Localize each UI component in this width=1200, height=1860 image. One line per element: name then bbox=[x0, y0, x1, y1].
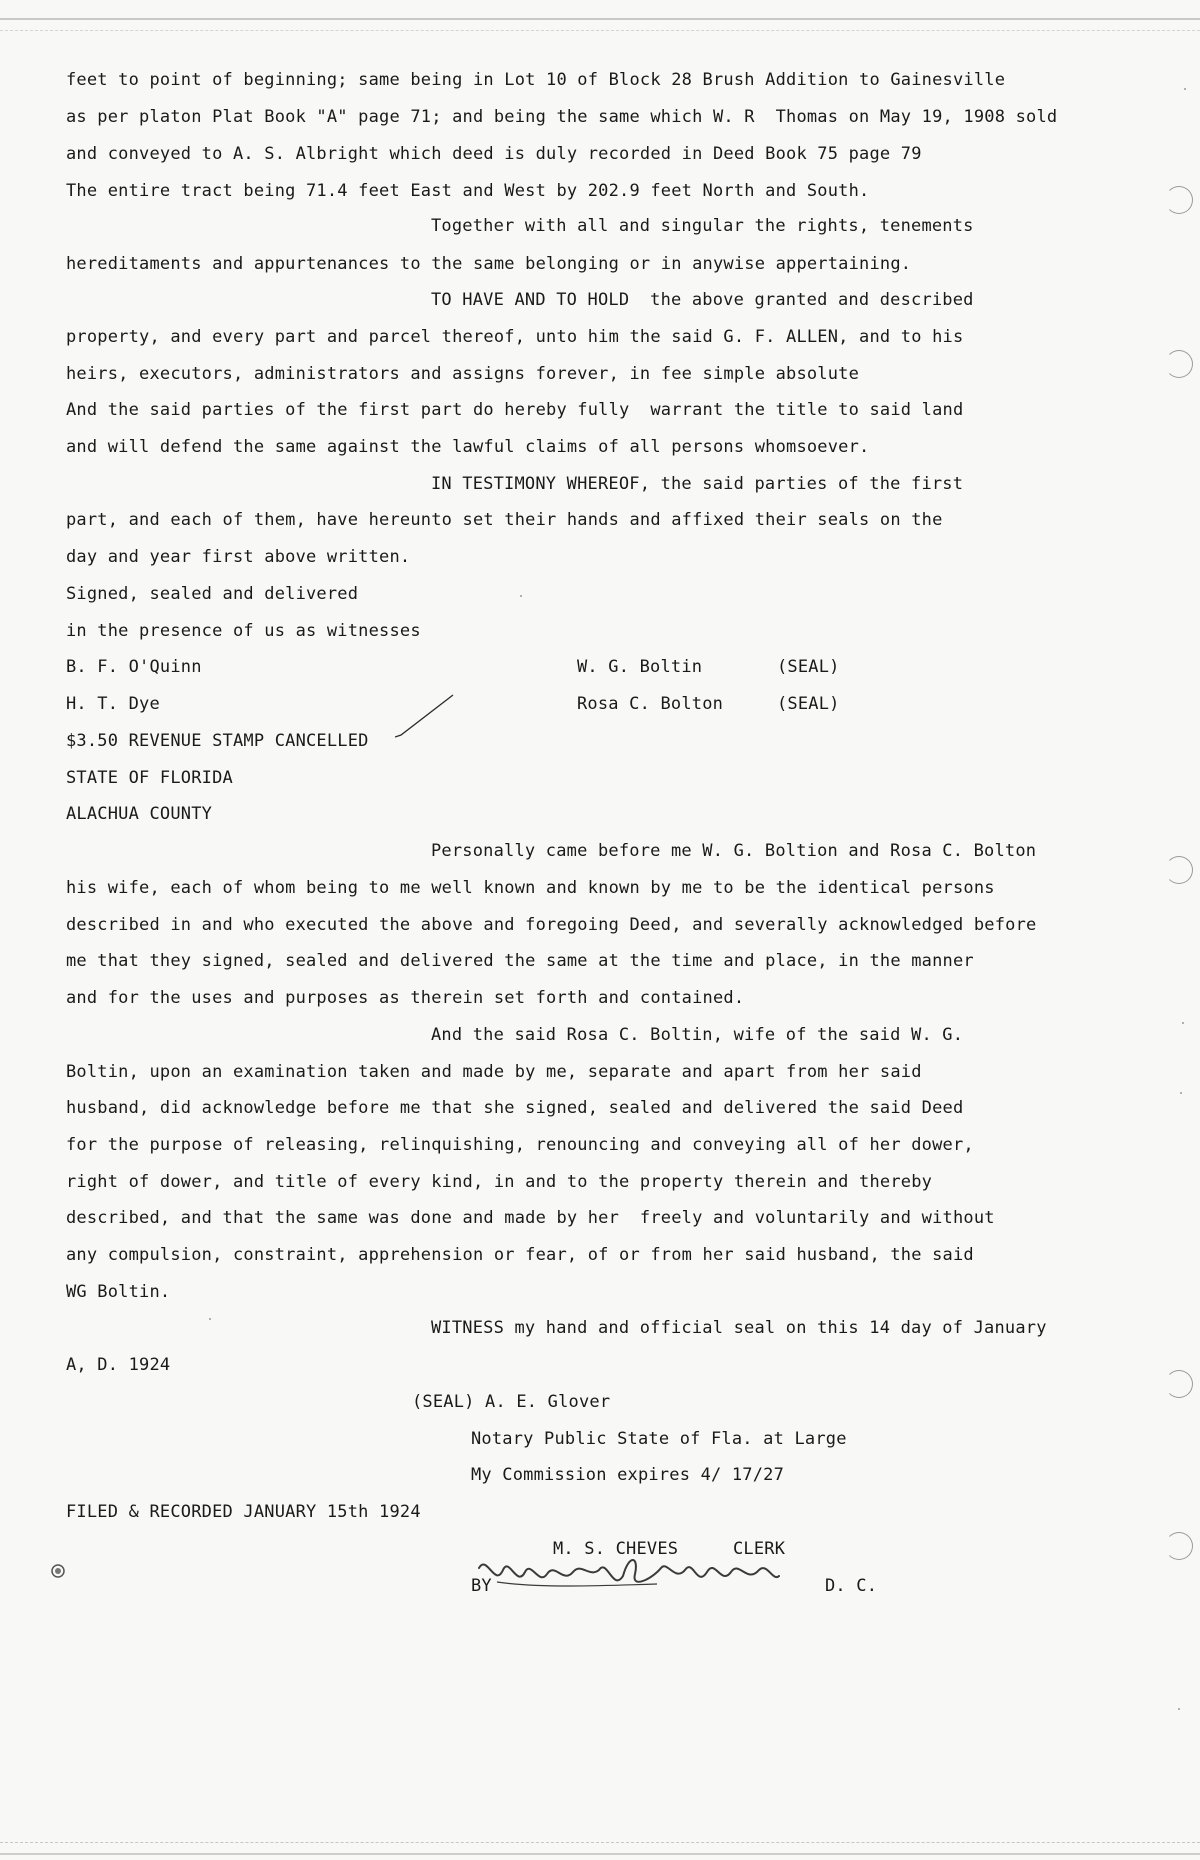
venue-state: STATE OF FLORIDA bbox=[66, 768, 233, 788]
deed-text-line: And the said parties of the first part do hereby fully warrant the title to said land bbox=[66, 400, 964, 420]
page-top-edge bbox=[0, 18, 1200, 31]
clerk-title: CLERK bbox=[733, 1539, 786, 1559]
grantor-name: Rosa C. Bolton bbox=[577, 694, 724, 714]
binder-hole bbox=[1165, 856, 1193, 884]
deed-text-line: as per platon Plat Book "A" page 71; and being the same which W. R Thomas on May 19, 1908 sold bbox=[66, 107, 1058, 127]
page-bottom-edge bbox=[0, 1842, 1200, 1855]
deed-text-line: day and year first above written. bbox=[66, 547, 411, 567]
deed-text-line: heirs, executors, administrators and assigns forever, in fee simple absolute bbox=[66, 364, 860, 384]
deed-text-line: and will defend the same against the lawful claims of all persons whomsoever. bbox=[66, 437, 870, 457]
acknowledgment-text: and for the uses and purposes as therein set forth and contained. bbox=[66, 988, 745, 1008]
deed-text-line: in the presence of us as witnesses bbox=[66, 621, 421, 641]
deed-text-line: feet to point of beginning; same being in Lot 10 of Block 28 Brush Addition to Gainesville bbox=[66, 70, 1006, 90]
paper-speck bbox=[209, 1318, 211, 1320]
clerk-name: M. S. CHEVES bbox=[553, 1539, 679, 1559]
fingerprint-smudge bbox=[50, 1563, 66, 1579]
binder-hole bbox=[1165, 1370, 1193, 1398]
paper-speck bbox=[1180, 1092, 1182, 1094]
binder-hole bbox=[1165, 350, 1193, 378]
dower-release-text: for the purpose of releasing, relinquishing, renouncing and conveying all of her dower, bbox=[66, 1135, 974, 1155]
witness-clause: WITNESS my hand and official seal on this 14 day of January bbox=[431, 1318, 1047, 1338]
dower-release-text: husband, did acknowledge before me that she signed, sealed and delivered the said Deed bbox=[66, 1098, 964, 1118]
notary-date: A, D. 1924 bbox=[66, 1355, 171, 1375]
acknowledgment-text: his wife, each of whom being to me well known and known by me to be the identical persons bbox=[66, 878, 995, 898]
deputy-clerk-label: D. C. bbox=[825, 1576, 878, 1596]
deed-text-line: part, and each of them, have hereunto set their hands and affixed their seals on the bbox=[66, 510, 943, 530]
dower-release-text: right of dower, and title of every kind, in and to the property therein and thereby bbox=[66, 1172, 933, 1192]
binder-hole bbox=[1165, 186, 1193, 214]
seal-mark: (SEAL) bbox=[777, 657, 840, 677]
seal-mark: (SEAL) bbox=[777, 694, 840, 714]
acknowledgment-text: described in and who executed the above and foregoing Deed, and severally acknowledged before bbox=[66, 915, 1037, 935]
witness-name: B. F. O'Quinn bbox=[66, 657, 202, 677]
acknowledgment-text: me that they signed, sealed and delivered the same at the time and place, in the manner bbox=[66, 951, 974, 971]
signature-by-label: BY bbox=[471, 1576, 492, 1596]
dower-release-text: WG Boltin. bbox=[66, 1282, 171, 1302]
filing-stamp: FILED & RECORDED JANUARY 15th 1924 bbox=[66, 1502, 421, 1522]
revenue-stamp-note: $3.50 REVENUE STAMP CANCELLED bbox=[66, 731, 369, 751]
testimonium-clause: IN TESTIMONY WHEREOF, the said parties of the first bbox=[431, 474, 964, 494]
deed-text-line: Together with all and singular the rights, tenements bbox=[431, 216, 974, 236]
deed-text-line: and conveyed to A. S. Albright which deed is duly recorded in Deed Book 75 page 79 bbox=[66, 144, 922, 164]
pen-stroke-mark bbox=[395, 693, 455, 743]
dower-release-text: described, and that the same was done and made by her freely and voluntarily and without bbox=[66, 1208, 995, 1228]
dower-release-text: And the said Rosa C. Boltin, wife of the said W. G. bbox=[431, 1025, 964, 1045]
deed-text-line: property, and every part and parcel thereof, unto him the said G. F. ALLEN, and to his bbox=[66, 327, 964, 347]
notary-title: Notary Public State of Fla. at Large bbox=[471, 1429, 847, 1449]
venue-county: ALACHUA COUNTY bbox=[66, 804, 213, 824]
paper-speck bbox=[520, 595, 522, 597]
paper-speck bbox=[1182, 1022, 1184, 1024]
deed-text-line: hereditaments and appurtenances to the same belonging or in anywise appertaining. bbox=[66, 254, 912, 274]
commission-expiry: My Commission expires 4/ 17/27 bbox=[471, 1465, 785, 1485]
witness-name: H. T. Dye bbox=[66, 694, 160, 714]
habendum-clause: TO HAVE AND TO HOLD the above granted and described bbox=[431, 290, 974, 310]
dower-release-text: Boltin, upon an examination taken and made by me, separate and apart from her said bbox=[66, 1062, 922, 1082]
paper-speck bbox=[1178, 1708, 1180, 1710]
paper-speck bbox=[1184, 88, 1186, 90]
binder-hole bbox=[1165, 1532, 1193, 1560]
grantor-name: W. G. Boltin bbox=[577, 657, 703, 677]
deputy-clerk-signature bbox=[477, 1548, 782, 1598]
deed-text-line: The entire tract being 71.4 feet East and West by 202.9 feet North and South. bbox=[66, 181, 870, 201]
notary-name: (SEAL) A. E. Glover bbox=[412, 1392, 611, 1412]
deed-text-line: Signed, sealed and delivered bbox=[66, 584, 359, 604]
acknowledgment-text: Personally came before me W. G. Boltion and Rosa C. Bolton bbox=[431, 841, 1037, 861]
dower-release-text: any compulsion, constraint, apprehension or fear, of or from her said husband, the said bbox=[66, 1245, 974, 1265]
